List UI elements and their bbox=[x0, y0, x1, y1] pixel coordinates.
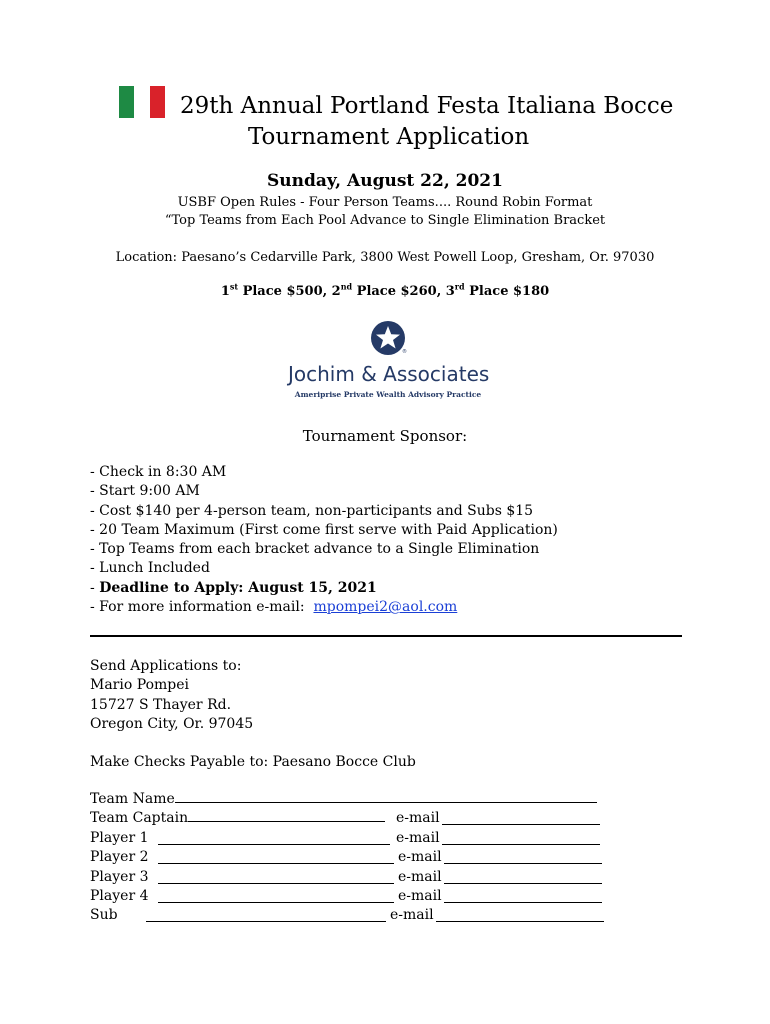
prizes: 1st Place $500, 2nd Place $260, 3rd Place $180 bbox=[220, 281, 550, 299]
team-captain-field[interactable] bbox=[188, 809, 385, 822]
flag-green-stripe bbox=[119, 86, 134, 118]
mailing-city: Oregon City, Or. 97045 bbox=[90, 715, 254, 732]
list-item: - Start 9:00 AM bbox=[90, 483, 200, 500]
sub-field[interactable] bbox=[146, 909, 386, 922]
title-line-2: Tournament Application bbox=[248, 124, 530, 150]
section-divider bbox=[90, 635, 682, 637]
mailing-heading: Send Applications to: bbox=[90, 658, 242, 674]
sponsor-logo-tagline: Ameriprise Private Wealth Advisory Practice bbox=[294, 390, 482, 399]
deadline-text: Deadline to Apply: August 15, 2021 bbox=[99, 579, 377, 596]
flag-white-stripe bbox=[134, 86, 149, 118]
deadline-item: - Deadline to Apply: August 15, 2021 bbox=[90, 579, 377, 596]
list-item: - Cost $140 per 4-person team, non-participants and Subs $15 bbox=[90, 502, 534, 519]
sub-email-field[interactable] bbox=[436, 909, 604, 922]
player-1-field[interactable] bbox=[158, 832, 390, 845]
sponsor-label: Tournament Sponsor: bbox=[302, 427, 468, 445]
list-item: - Lunch Included bbox=[90, 560, 210, 577]
team-name-field[interactable] bbox=[175, 790, 597, 803]
mailing-address bbox=[90, 657, 253, 734]
event-date: Sunday, August 22, 2021 bbox=[267, 171, 503, 191]
sponsor-logo bbox=[288, 318, 488, 404]
player-3-row: Player 3 e-mail bbox=[90, 868, 597, 887]
checks-payable: Make Checks Payable to: Paesano Bocce Club bbox=[90, 754, 416, 770]
italian-flag-icon bbox=[119, 86, 165, 118]
player-2-row: Player 2 e-mail bbox=[90, 848, 597, 867]
player-1-row: Player 1 e-mail bbox=[90, 829, 597, 848]
player-3-email-field[interactable] bbox=[444, 871, 602, 884]
player-4-field[interactable] bbox=[158, 890, 394, 903]
sub-row: Sub e-mail bbox=[90, 906, 597, 925]
list-item: - Top Teams from each bracket advance to a Single Elimination bbox=[90, 541, 540, 558]
location: Location: Paesano’s Cedarville Park, 3800 West Powell Loop, Gresham, Or. 97030 bbox=[115, 250, 655, 265]
rules-line-1: USBF Open Rules - Four Person Teams.... Round Robin Format bbox=[177, 195, 593, 210]
player-4-email-field[interactable] bbox=[444, 890, 602, 903]
list-item: - 20 Team Maximum (First come first serve with Paid Application) bbox=[90, 521, 558, 538]
flag-red-stripe bbox=[150, 86, 165, 118]
team-captain-row: Team Captain e-mail bbox=[90, 809, 597, 828]
player-2-email-field[interactable] bbox=[444, 851, 602, 864]
sponsor-logo-name: Jochim & Associates bbox=[288, 362, 490, 386]
player-1-email-field[interactable] bbox=[442, 832, 600, 845]
mailing-street: 15727 S Thayer Rd. bbox=[90, 696, 232, 713]
player-2-field[interactable] bbox=[158, 851, 394, 864]
contact-email-link[interactable]: mpompei2@aol.com bbox=[313, 599, 458, 616]
team-captain-email-field[interactable] bbox=[442, 812, 600, 825]
svg-text:®: ® bbox=[402, 349, 407, 355]
details-list bbox=[90, 463, 558, 617]
list-item: - Check in 8:30 AM bbox=[90, 464, 227, 480]
rules-line-2: “Top Teams from Each Pool Advance to Single Elimination Bracket bbox=[164, 213, 606, 228]
mailing-name: Mario Pompei bbox=[90, 677, 190, 694]
contact-item: - For more information e-mail: mpompei2@aol.com bbox=[90, 599, 458, 616]
application-form bbox=[90, 790, 597, 926]
title-line-1: 29th Annual Portland Festa Italiana Bocce bbox=[180, 93, 674, 119]
team-name-row: Team Name bbox=[90, 790, 597, 809]
player-4-row: Player 4 e-mail bbox=[90, 887, 597, 906]
player-3-field[interactable] bbox=[158, 871, 394, 884]
